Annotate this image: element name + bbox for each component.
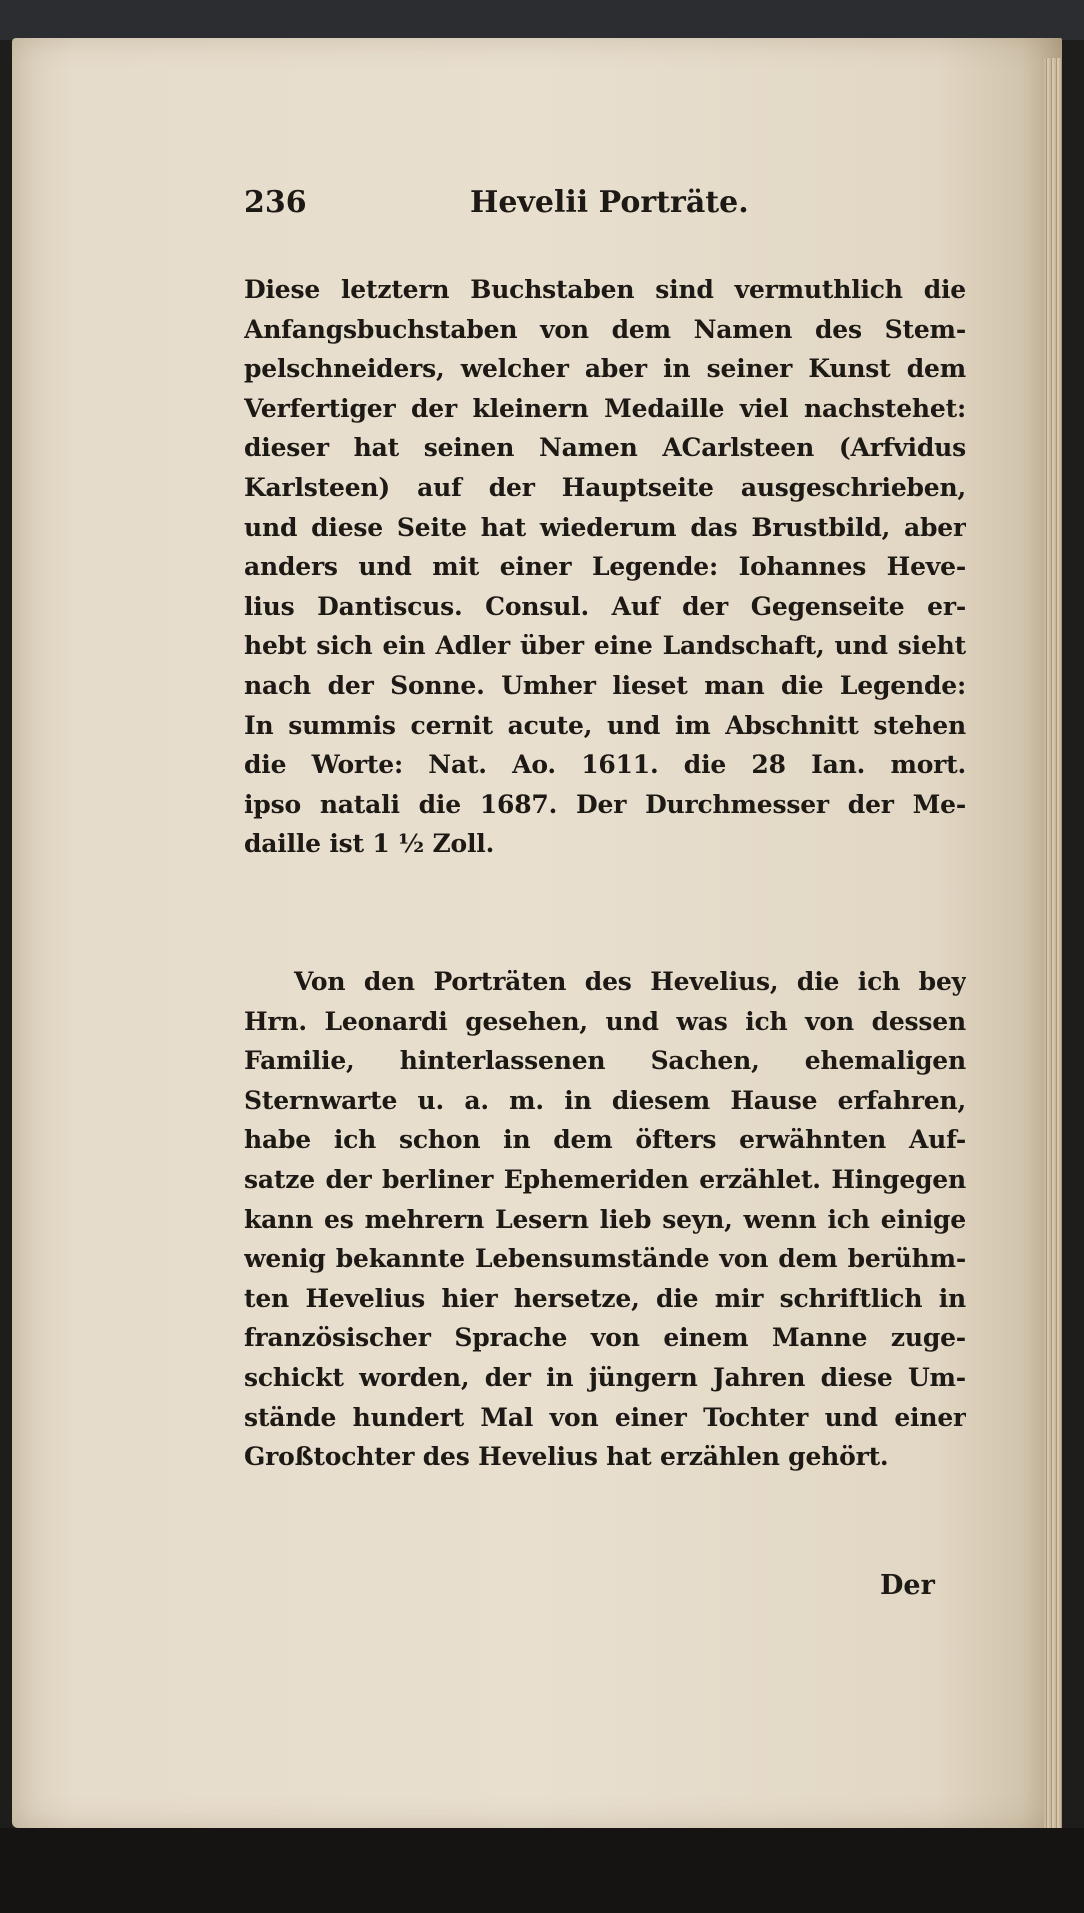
text-line: stände hundert Mal von einer Tochter und einer bbox=[244, 1402, 966, 1432]
scanner-background-bottom bbox=[0, 1828, 1084, 1913]
text-line: Großtochter des Hevelius hat erzählen gehört. bbox=[244, 1442, 889, 1472]
text-line: Anfangsbuchstaben von dem Namen des Stem- bbox=[244, 314, 966, 344]
text-line: Verfertiger der kleinern Medaille viel nachstehet: bbox=[244, 393, 966, 423]
page-number: 236 bbox=[244, 185, 307, 220]
page-edges bbox=[1044, 58, 1062, 1828]
text-line: ten Hevelius hier hersetze, die mir schriftlich in bbox=[244, 1283, 966, 1313]
text-line: daille ist 1 ½ Zoll. bbox=[244, 829, 495, 859]
text-line: Hrn. Leonardi gesehen, und was ich von dessen bbox=[244, 1006, 966, 1036]
paragraph-1 bbox=[244, 270, 966, 864]
text-line: schickt worden, der in jüngern Jahren diese Um- bbox=[244, 1362, 966, 1392]
text-line: wenig bekannte Lebensumstände von dem berühm- bbox=[244, 1244, 966, 1274]
text-line: satze der berliner Ephemeriden erzählet. Hingegen bbox=[244, 1164, 966, 1194]
text-line: Familie, hinterlassenen Sachen, ehemaligen bbox=[244, 1046, 966, 1076]
text-line: Von den Porträten des Hevelius, die ich bey bbox=[294, 967, 966, 996]
paragraph-2 bbox=[244, 962, 966, 1477]
text-line: französischer Sprache von einem Manne zuge- bbox=[244, 1323, 966, 1353]
text-line: lius Dantiscus. Consul. Auf der Gegenseite er- bbox=[244, 591, 966, 621]
text-line: habe ich schon in dem öfters erwähnten Auf- bbox=[244, 1125, 966, 1155]
text-line: ipso natali die 1687. Der Durchmesser der Me- bbox=[244, 789, 966, 819]
page-header bbox=[244, 185, 844, 229]
text-line: In summis cernit acute, und im Abschnitt stehen bbox=[244, 710, 966, 740]
catchword: Der bbox=[880, 1570, 935, 1601]
text-line: die Worte: Nat. Ao. 1611. die 28 Ian. mort. bbox=[244, 750, 966, 780]
text-line: hebt sich ein Adler über eine Landschaft, und sieht bbox=[244, 631, 966, 661]
text-line: Diese letztern Buchstaben sind vermuthlich die bbox=[244, 275, 966, 304]
text-line: Karlsteen) auf der Hauptseite ausgeschrieben, bbox=[244, 472, 966, 502]
text-line: pelschneiders, welcher aber in seiner Kunst dem bbox=[244, 354, 966, 384]
running-head: Hevelii Porträte. bbox=[470, 185, 749, 220]
text-line: dieser hat seinen Namen ACarlsteen (Arfvidus bbox=[244, 433, 966, 463]
text-line: und diese Seite hat wiederum das Brustbild, aber bbox=[244, 512, 966, 542]
scanner-background-top bbox=[0, 0, 1084, 40]
text-line: nach der Sonne. Umher lieset man die Legende: bbox=[244, 670, 966, 700]
text-line: kann es mehrern Lesern lieb seyn, wenn ich einige bbox=[244, 1204, 966, 1234]
text-line: Sternwarte u. a. m. in diesem Hause erfahren, bbox=[244, 1085, 966, 1115]
text-line: anders und mit einer Legende: Iohannes Heve- bbox=[244, 552, 966, 582]
